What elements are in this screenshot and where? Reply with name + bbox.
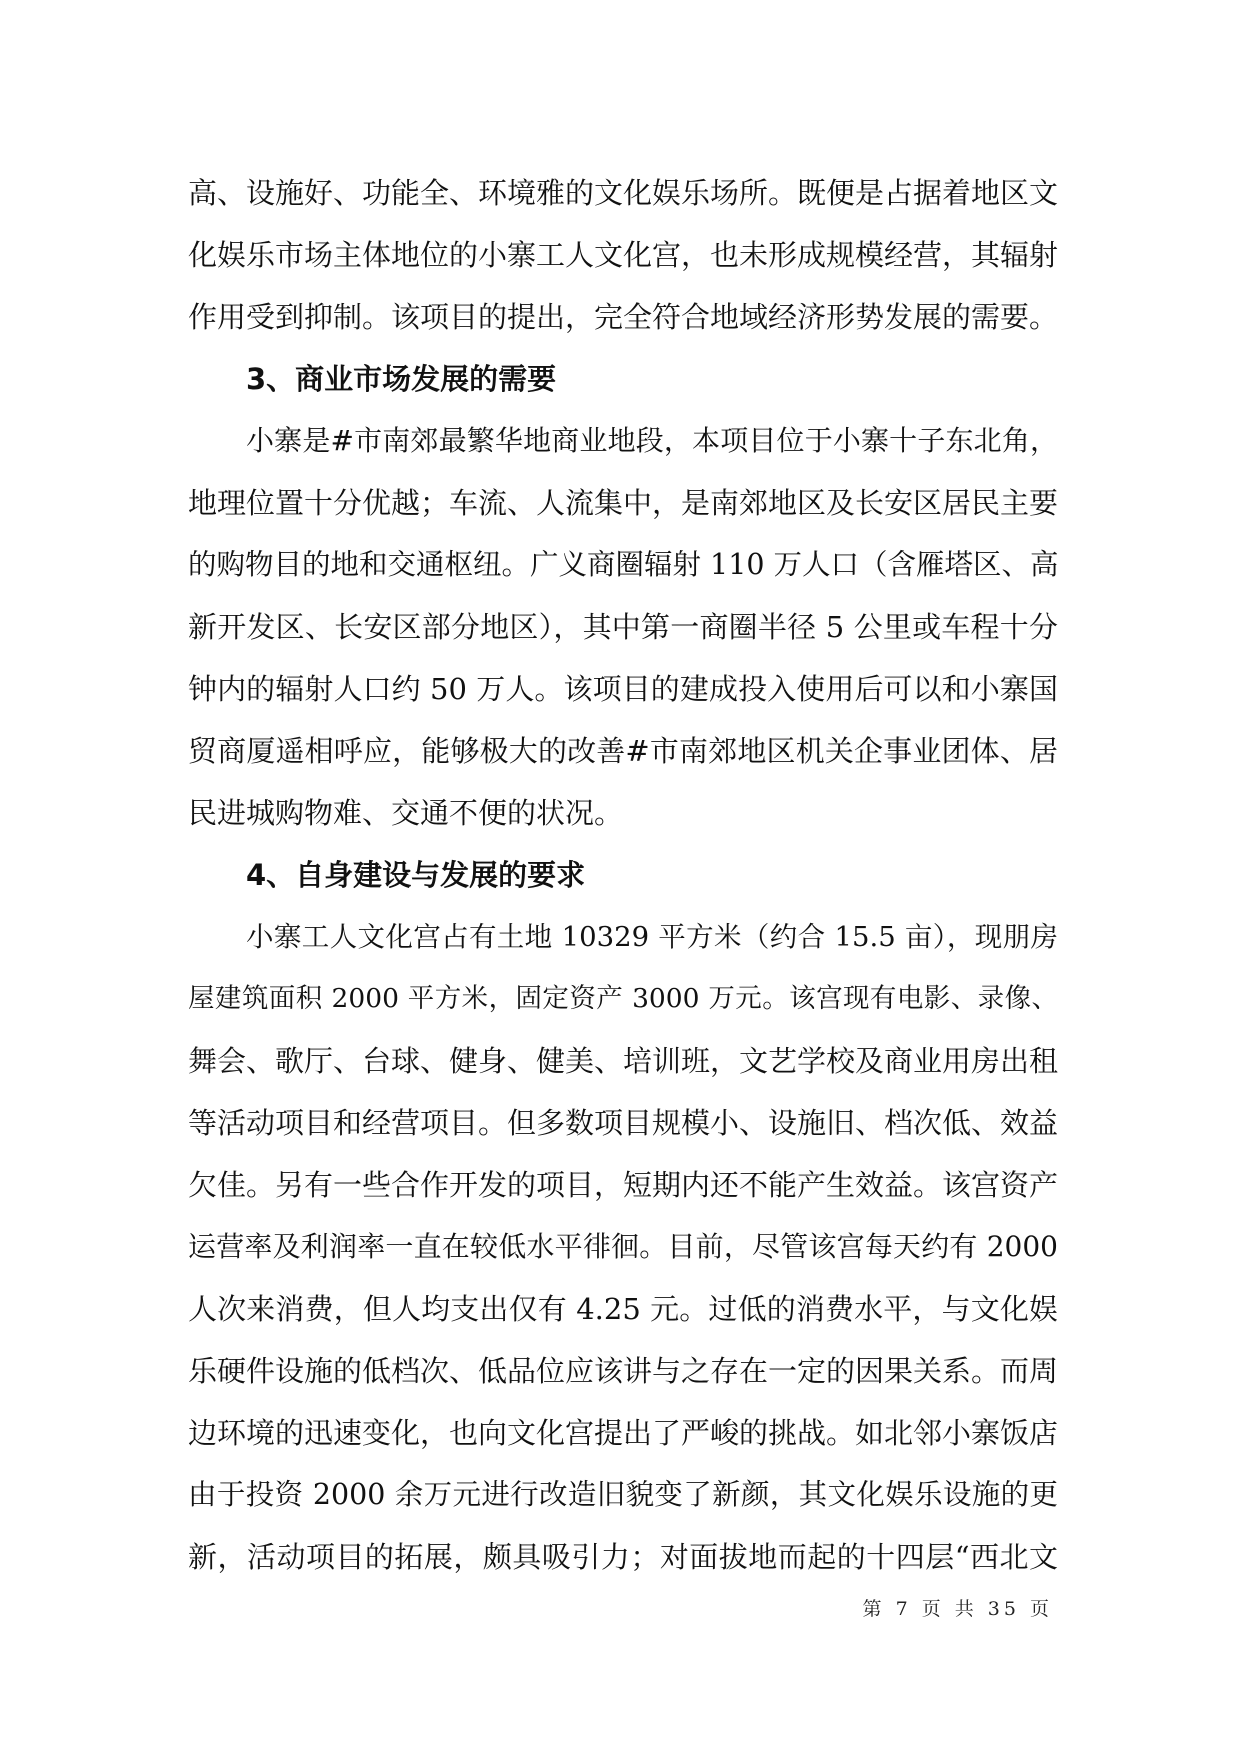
text-line: 小寨工人文化宫占有土地 10329 平方米（约合 15.5 亩），现朋房 — [246, 921, 1058, 953]
text-line: 人次来消费，但人均支出仅有 4.25 元。过低的消费水平，与文化娱 — [188, 1292, 1058, 1326]
section-heading-4: 4、自身建设与发展的要求 — [246, 858, 586, 892]
paragraph-self-development — [188, 906, 1058, 1588]
text-line: 民进城购物难、交通不便的状况。 — [188, 796, 624, 830]
document-body — [188, 162, 1058, 1588]
text-line: 新，活动项目的拓展，颇具吸引力；对面拔地而起的十四层“西北文 — [188, 1540, 1058, 1574]
text-line: 高、设施好、功能全、环境雅的文化娱乐场所。既便是占据着地区文 — [188, 176, 1059, 210]
paragraph-commercial-market — [188, 410, 1058, 844]
text-line: 作用受到抑制。该项目的提出，完全符合地域经济形势发展的需要。 — [188, 300, 1059, 334]
text-line: 由于投资 2000 余万元进行改造旧貌变了新颜，其文化娱乐设施的更 — [188, 1478, 1058, 1511]
text-line: 舞会、歌厅、台球、健身、健美、培训班，文艺学校及商业用房出租 — [188, 1044, 1059, 1078]
text-line: 屋建筑面积 2000 平方米，固定资产 3000 万元。该宫现有电影、录像、 — [188, 983, 1058, 1014]
text-line: 新开发区、长安区部分地区），其中第一商圈半径 5 公里或车程十分 — [188, 610, 1058, 644]
page-number-footer: 第 7 页 共 35 页 — [862, 1598, 1053, 1620]
text-line: 乐硬件设施的低档次、低品位应该讲与之存在一定的因果关系。而周 — [188, 1354, 1059, 1388]
text-line: 小寨是#市南郊最繁华地商业地段，本项目位于小寨十子东北角， — [246, 424, 1058, 457]
text-line: 化娱乐市场主体地位的小寨工人文化宫，也未形成规模经营，其辐射 — [188, 238, 1059, 272]
text-line: 边环境的迅速变化，也向文化宫提出了严峻的挑战。如北邻小寨饭店 — [188, 1416, 1059, 1450]
text-line: 地理位置十分优越；车流、人流集中，是南郊地区及长安区居民主要 — [188, 486, 1059, 520]
paragraph-continuation — [188, 162, 1058, 348]
text-line: 运营率及利润率一直在较低水平徘徊。目前，尽管该宫每天约有 2000 — [188, 1230, 1058, 1263]
text-line: 欠佳。另有一些合作开发的项目，短期内还不能产生效益。该宫资产 — [188, 1168, 1059, 1202]
text-line: 等活动项目和经营项目。但多数项目规模小、设施旧、档次低、效益 — [188, 1106, 1059, 1140]
text-line: 贸商厦遥相呼应，能够极大的改善#市南郊地区机关企事业团体、居 — [188, 734, 1058, 768]
text-line: 钟内的辐射人口约 50 万人。该项目的建成投入使用后可以和小寨国 — [188, 672, 1058, 706]
text-line: 的购物目的地和交通枢纽。广义商圈辐射 110 万人口（含雁塔区、高 — [188, 548, 1059, 581]
section-heading-3: 3、商业市场发展的需要 — [246, 362, 557, 396]
